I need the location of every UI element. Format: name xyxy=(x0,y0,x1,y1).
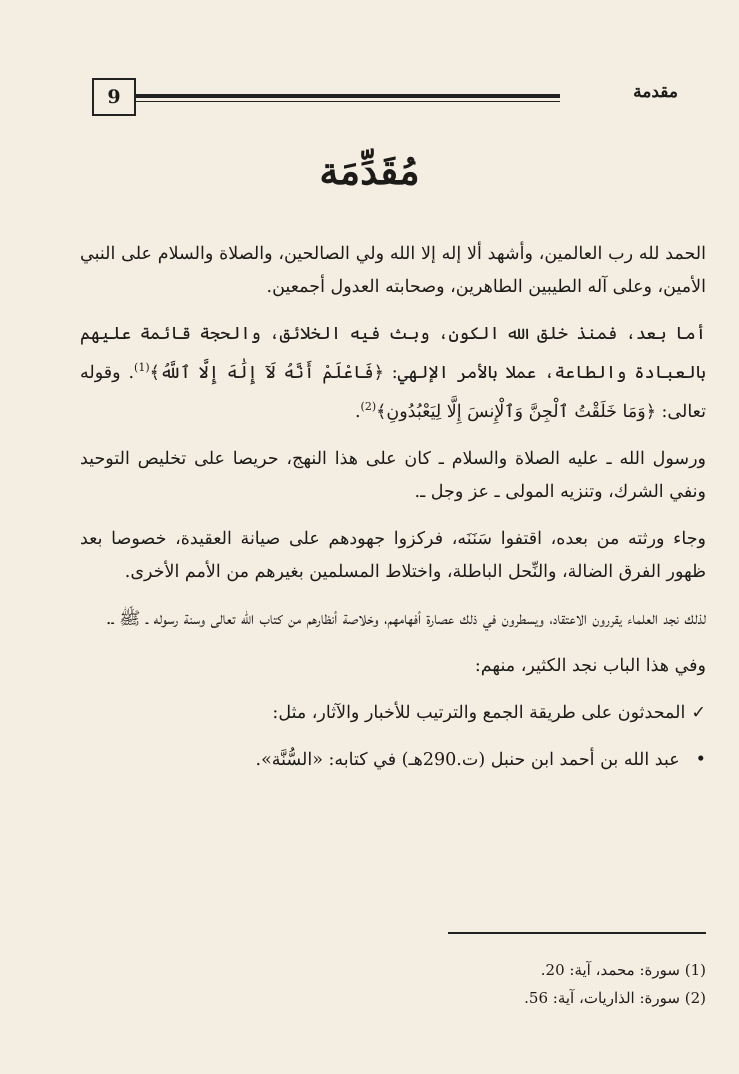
paragraph-text: . xyxy=(354,401,361,422)
footnote: (1) سورة: محمد، آية: 20. xyxy=(540,961,706,979)
body-text xyxy=(80,238,706,791)
check-list-item: ✓ المحدثون على طريقة الجمع والترتيب للأخبار والآثار، مثل: xyxy=(80,697,706,730)
running-header xyxy=(92,78,678,118)
paragraph-text: أما بعد، فمنذ خلق الله الكون، وبث فيه الخلائق، والحجة قائمة عليهم بالعبادة والطاعة، عملا بالأمر الإلهي: ﴿فَاعْلَمْ أَنَّهُ لَآ إِلَٰهَ إِلَّا ٱللَّهُ﴾ xyxy=(80,324,706,383)
footnotes xyxy=(80,956,706,1012)
paragraph: وفي هذا الباب نجد الكثير، منهم: xyxy=(474,655,706,676)
running-header-title: مقدمة xyxy=(633,82,678,102)
paragraph-text: . وقوله تعالى: ﴿وَمَا خَلَقْتُ ٱلْجِنَّ وَٱلْإِنسَ إِلَّا لِيَعْبُدُونِ﴾ xyxy=(80,362,706,422)
header-rule-thin xyxy=(136,101,560,102)
chapter-title: مُقَدِّمَة xyxy=(319,148,420,193)
footnote-ref[interactable]: (2) xyxy=(360,399,377,413)
footnote-separator xyxy=(448,932,706,934)
footnote: (2) سورة: الذاريات، آية: 56. xyxy=(524,989,706,1007)
paragraph: الحمد لله رب العالمين، وأشهد ألا إله إلا الله ولي الصالحين، والصلاة والسلام على النبي الأمين، وعلى آله الطيبين الطاهرين، وصحابته العدول أجمعين. xyxy=(80,244,706,297)
paragraph xyxy=(80,318,706,429)
paragraph: ورسول الله ـ عليه الصلاة والسلام ـ كان على هذا النهج، حريصا على تخليص التوحيد ونفي الشرك، وتنزيه المولى ـ عز وجل ـ. xyxy=(80,448,706,502)
paragraph: وجاء ورثته من بعده، اقتفوا سَنَنَه، فركزوا جهودهم على صيانة العقيدة، خصوصا بعد ظهور الفرق الضالة، والنِّحل الباطلة، واختلاط المسلمين بغيرهم من الأمم الأخرى. xyxy=(80,528,706,582)
paragraph: لذلك نجد العلماء يقررون الاعتقاد، ويسطرون في ذلك عصارة أفهامهم، وخلاصة أنظارهم من كتاب الله تعالى وسنة رسوله ـ ﷺ ـ. xyxy=(105,608,706,629)
bullet-list-item: • عبد الله بن أحمد ابن حنبل (ت.290هـ) في كتابه: «السُّنَّة». xyxy=(80,744,706,777)
page-number: 9 xyxy=(92,78,136,116)
header-rule xyxy=(136,94,560,98)
footnote-ref[interactable]: (1) xyxy=(134,361,150,374)
